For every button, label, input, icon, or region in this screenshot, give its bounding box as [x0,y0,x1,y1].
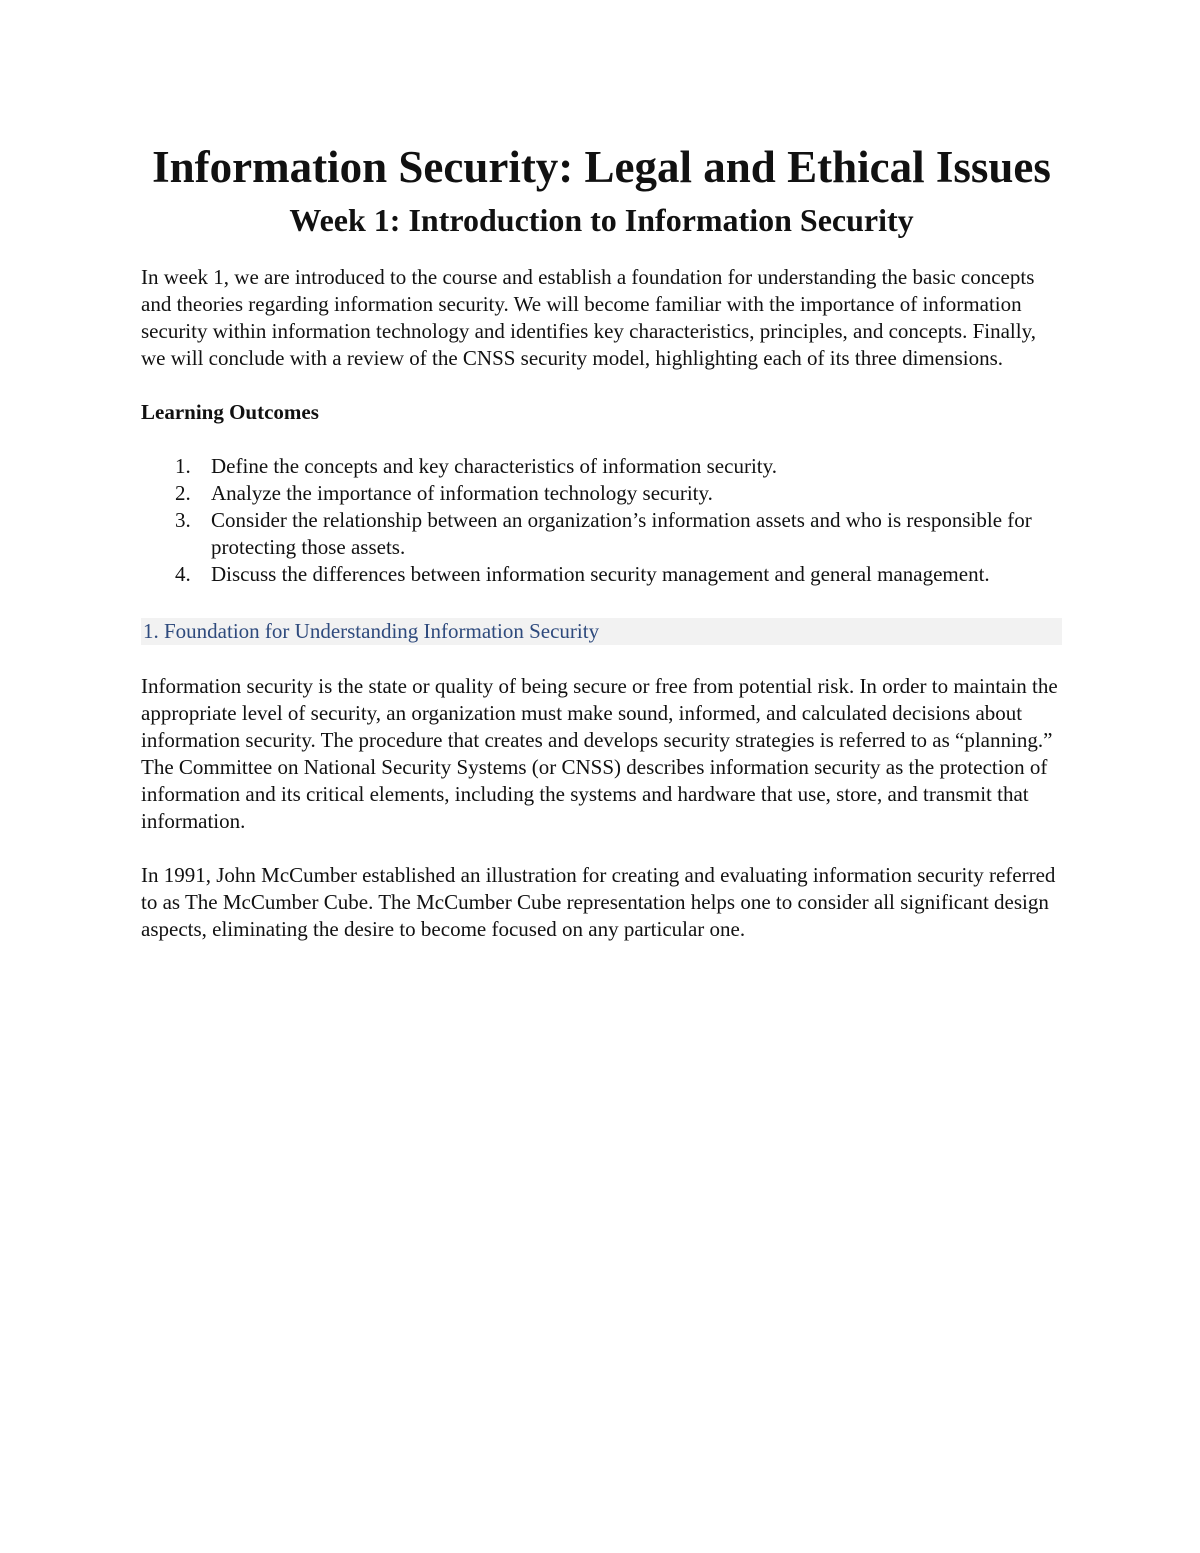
list-item-text: Analyze the importance of information technology security. [211,481,713,505]
document-subtitle: Week 1: Introduction to Information Security [289,202,914,238]
document-content [141,140,1062,943]
section-heading: 1. Foundation for Understanding Information Security [141,618,1062,645]
list-item-text: Consider the relationship between an organization’s information assets and who is responsible for protecting those assets. [211,508,1032,559]
section-paragraph: Information security is the state or quality of being secure or free from potential risk. In order to maintain the appropriate level of security, an organization must make sound, informed, and calculated decisions about information security. The procedure that creates and develops security strategies is referred to as “planning.” The Committee on National Security Systems (or CNSS) describes information security as the protection of information and its critical elements, including the systems and hardware that use, store, and transmit that information. [141,674,1058,833]
list-item-number: 1. [175,454,191,478]
list-item-number: 3. [175,508,191,532]
list-item [141,507,1062,561]
learning-outcomes-list [141,453,1062,588]
document-title: Information Security: Legal and Ethical Issues [152,142,1051,192]
list-item-text: Define the concepts and key characteristics of information security. [211,454,777,478]
section-paragraph: In 1991, John McCumber established an illustration for creating and evaluating information security referred to as The McCumber Cube. The McCumber Cube representation helps one to consider all significant design aspects, eliminating the desire to become focused on any particular one. [141,863,1056,941]
list-item [141,480,1062,507]
list-item-number: 2. [175,481,191,505]
list-item-text: Discuss the differences between information security management and general management. [211,562,990,586]
learning-outcomes-heading: Learning Outcomes [141,400,319,424]
list-item [141,561,1062,588]
intro-paragraph: In week 1, we are introduced to the course and establish a foundation for understanding the basic concepts and theories regarding information security. We will become familiar with the importance of information security within information technology and identifies key characteristics, principles, and concepts. Finally, we will conclude with a review of the CNSS security model, highlighting each of its three dimensions. [141,265,1036,370]
list-item-number: 4. [175,562,191,586]
list-item [141,453,1062,480]
